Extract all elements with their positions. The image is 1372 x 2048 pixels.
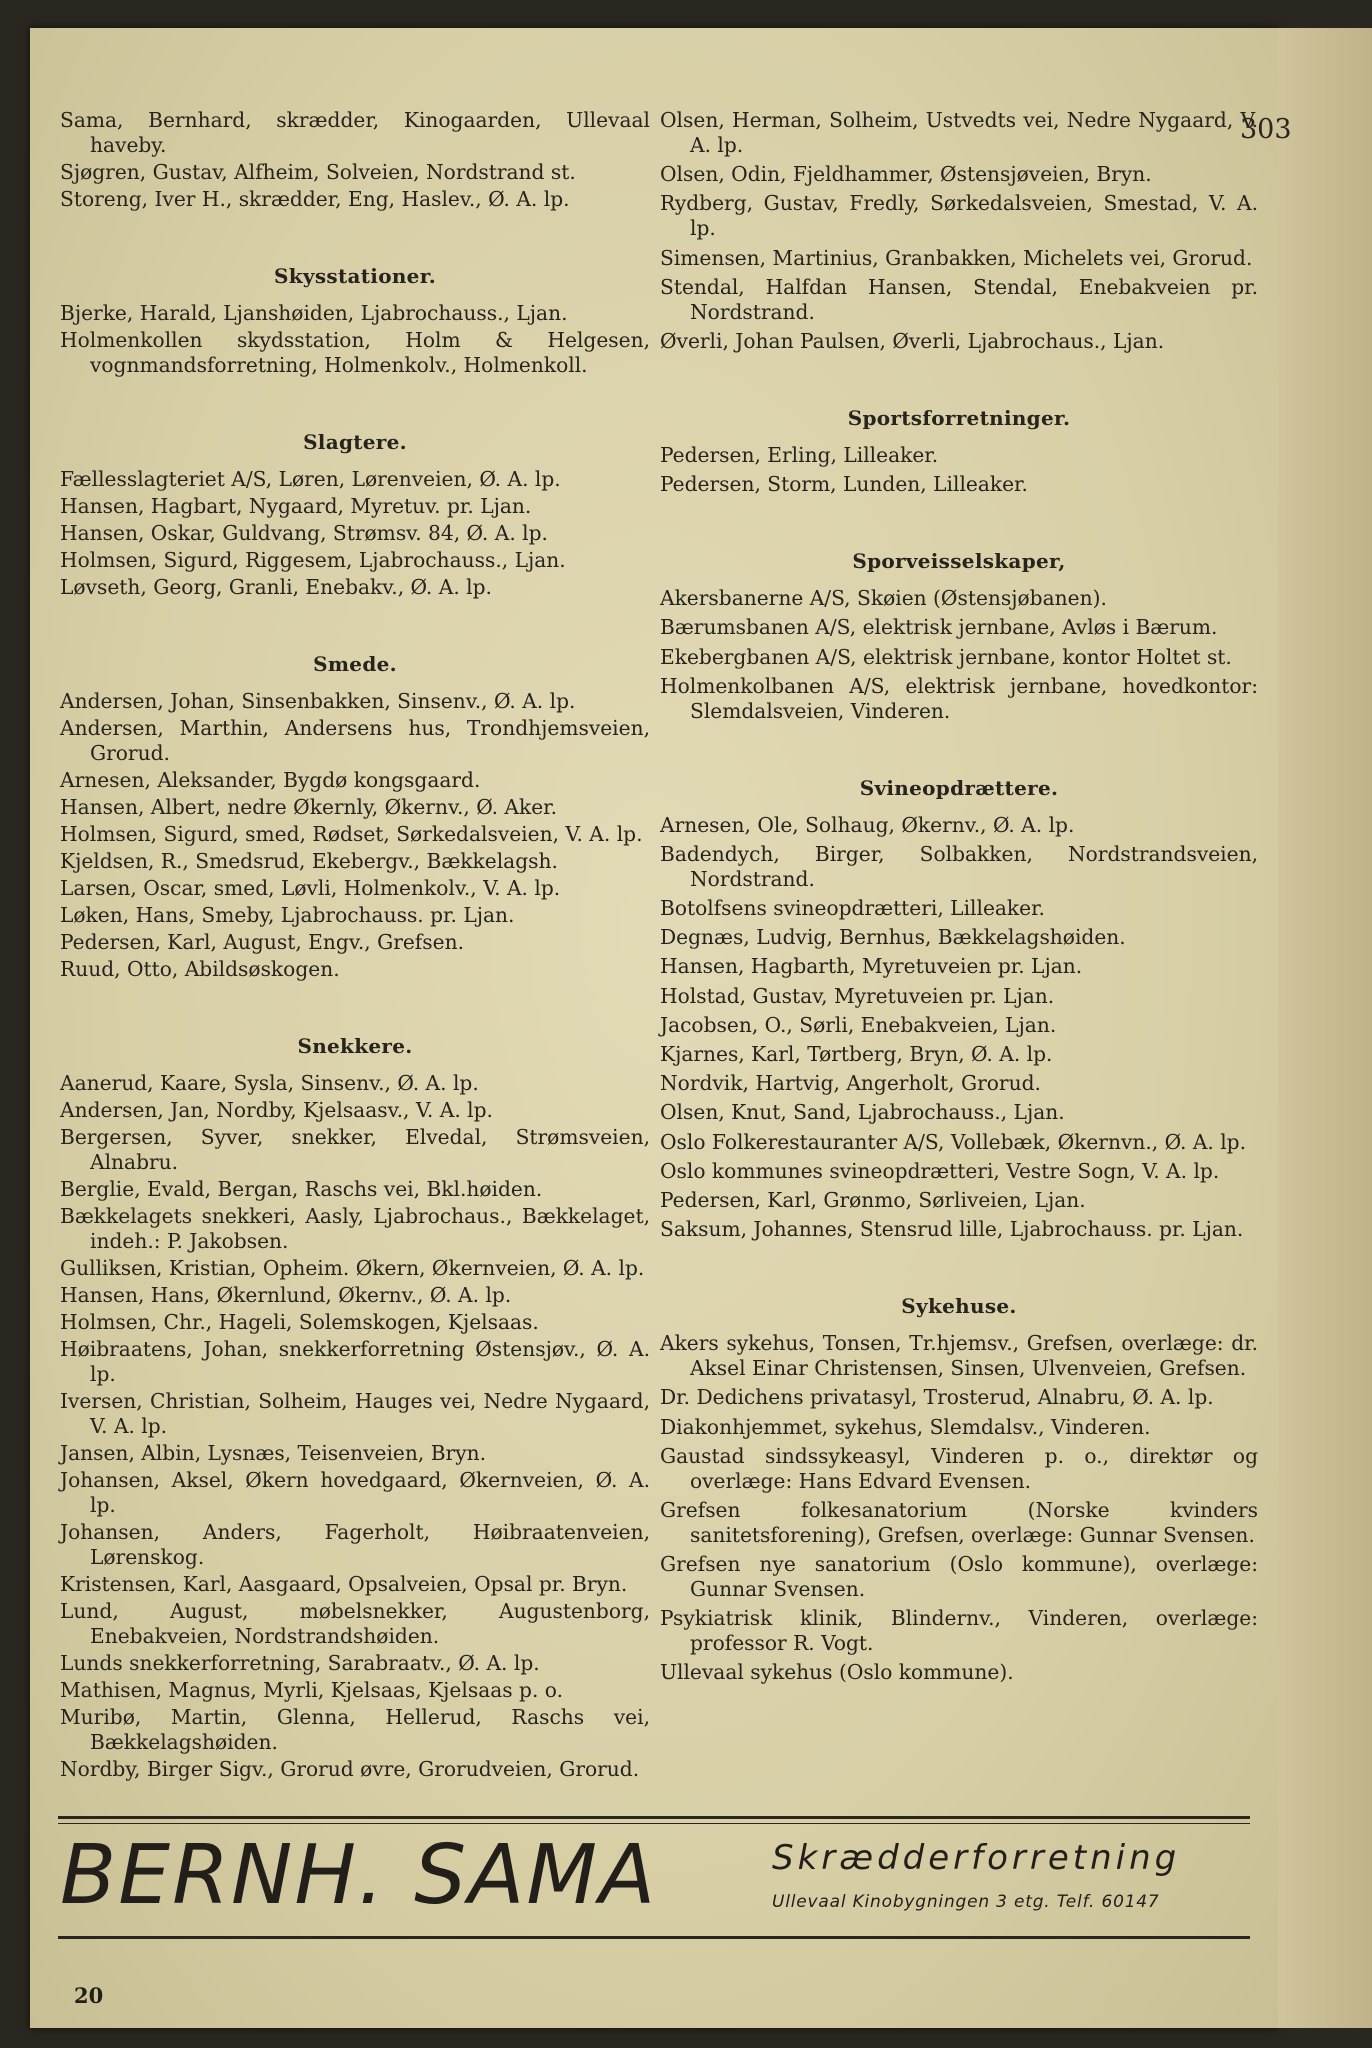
list-item: Kjarnes, Karl, Tørtberg, Bryn, Ø. A. lp. [660,1042,1053,1066]
list-item: Nordby, Birger Sigv., Grorud øvre, Grorudveien, Grorud. [60,1757,640,1781]
list-item: Bærumsbanen A/S, elektrisk jernbane, Avløs i Bærum. [660,615,1218,640]
page-edge [1278,28,1372,2028]
list-item: Iversen, Christian, Solheim, Hauges vei, Nedre Nygaard, V. A. lp. [60,1389,650,1438]
list-item: Psykiatrisk klinik, Blindernv., Vinderen, overlæge: professor R. Vogt. [660,1606,1258,1656]
list-item: Holmsen, Sigurd, smed, Rødset, Sørkedalsveien, V. A. lp. [60,822,643,846]
list-item: Bjerke, Harald, Ljanshøiden, Ljabrochauss., Ljan. [60,301,568,325]
list-item: Dr. Dedichens privatasyl, Trosterud, Alnabru, Ø. A. lp. [660,1385,1214,1410]
list-item: Saksum, Johannes, Stensrud lille, Ljabrochauss. pr. Ljan. [660,1217,1244,1242]
list-item: Akersbanerne A/S, Skøien (Østensjøbanen). [660,586,1107,611]
list-item: Degnæs, Ludvig, Bernhus, Bækkelagshøiden. [660,925,1126,950]
list-item: Larsen, Oscar, smed, Løvli, Holmenkolv., V. A. lp. [60,876,561,900]
list-item: Jacobsen, O., Sørli, Enebakveien, Ljan. [660,1012,1057,1037]
list-item: Sama, Bernhard, skrædder, Kinogaarden, Ullevaal haveby. [60,108,650,157]
list-item: Holmsen, Chr., Hageli, Solemskogen, Kjelsaas. [60,1310,539,1334]
list-item: Holstad, Gustav, Myretuveien pr. Ljan. [660,983,1055,1008]
section-heading-sykehuse: Sykehuse. [901,1294,1017,1319]
list-item: Muribø, Martin, Glenna, Hellerud, Raschs vei, Bækkelagshøiden. [60,1705,650,1754]
list-item: Gaustad sindssykeasyl, Vinderen p. o., direktør og overlæge: Hans Edvard Evensen. [660,1443,1258,1493]
list-item: Holmenkollen skydsstation, Holm & Helgesen, vognmandsforretning, Holmenkolv., Holmenkoll. [60,328,650,377]
list-item: Andersen, Marthin, Andersens hus, Trondhjemsveien, Grorud. [60,716,650,765]
list-item: Botolfsens svineopdrætteri, Lilleaker. [660,896,1045,921]
left-intro-list [60,108,650,212]
list-item: Arnesen, Ole, Solhaug, Økernv., Ø. A. lp. [660,812,1075,837]
list-item: Aanerud, Kaare, Sysla, Sinsenv., Ø. A. lp. [60,1071,479,1095]
list-item: Akers sykehus, Tonsen, Tr.hjemsv., Grefsen, overlæge: dr. Aksel Einar Christensen, Sinsen, Ulvenveien, Grefsen. [660,1331,1258,1381]
list-item: Pedersen, Karl, August, Engv., Grefsen. [60,930,464,954]
list-item: Pedersen, Karl, Grønmo, Sørliveien, Ljan. [660,1187,1086,1212]
section-heading-smede: Smede. [313,652,397,676]
list-item: Ullevaal sykehus (Oslo kommune). [660,1660,1014,1685]
list-item: Jansen, Albin, Lysnæs, Teisenveien, Bryn. [60,1441,487,1465]
left-column [60,108,650,1784]
list-item: Stendal, Halfdan Hansen, Stendal, Enebakveien pr. Nordstrand. [660,274,1258,324]
list-item: Olsen, Odin, Fjeldhammer, Østensjøveien, Bryn. [660,162,1152,187]
list-item: Olsen, Knut, Sand, Ljabrochauss., Ljan. [660,1100,1065,1125]
list-item: Arnesen, Aleksander, Bygdø kongsgaard. [60,768,481,792]
list-item: Andersen, Jan, Nordby, Kjelsaasv., V. A. lp. [60,1098,493,1122]
list-item: Hansen, Albert, nedre Økernly, Økernv., Ø. Aker. [60,795,558,819]
list-item: Storeng, Iver H., skrædder, Eng, Haslev., Ø. A. lp. [60,187,570,211]
list-item: Bergersen, Syver, snekker, Elvedal, Strømsveien, Alnabru. [60,1125,650,1174]
ad-rule-top-thin [58,1823,1250,1824]
list-item: Simensen, Martinius, Granbakken, Michelets vei, Grorud. [660,245,1253,270]
page-number: 303 [1240,114,1292,145]
list-item: Gulliksen, Kristian, Opheim. Økern, Økernveien, Ø. A. lp. [60,1256,645,1280]
list-item: Andersen, Johan, Sinsenbakken, Sinsenv., Ø. A. lp. [60,689,576,713]
list-item: Olsen, Herman, Solheim, Ustvedts vei, Nedre Nygaard, V. A. lp. [660,108,1258,157]
list-item: Hansen, Hagbarth, Myretuveien pr. Ljan. [660,954,1083,979]
list-item: Hansen, Hans, Økernlund, Økernv., Ø. A. lp. [60,1283,512,1307]
list-item: Diakonhjemmet, sykehus, Slemdalsv., Vinderen. [660,1414,1151,1439]
section-heading-svineopdraettere: Svineopdrættere. [859,775,1059,800]
list-item: Hansen, Oskar, Guldvang, Strømsv. 84, Ø. A. lp. [60,521,548,545]
list-item: Berglie, Evald, Bergan, Raschs vei, Bkl.høiden. [60,1177,543,1201]
list-item: Pedersen, Erling, Lilleaker. [660,442,939,467]
list-item: Grefsen nye sanatorium (Oslo kommune), overlæge: Gunnar Svensen. [660,1552,1258,1602]
list-item: Holmsen, Sigurd, Riggesem, Ljabrochauss., Ljan. [60,548,566,572]
list-item: Oslo kommunes svineopdrætteri, Vestre Sogn, V. A. lp. [660,1158,1220,1183]
advertisement-name: BERNH. SAMA [60,1828,658,1923]
list-item: Mathisen, Magnus, Myrli, Kjelsaas, Kjelsaas p. o. [60,1678,564,1702]
list-item: Johansen, Anders, Fagerholt, Høibraatenveien, Lørenskog. [60,1520,650,1569]
section-heading-skysstationer: Skysstationer. [274,264,436,288]
section-heading-snekkere: Snekkere. [297,1034,413,1058]
list-item: Hansen, Hagbart, Nygaard, Myretuv. pr. Ljan. [60,494,532,518]
list-item: Lund, August, møbelsnekker, Augustenborg, Enebakveien, Nordstrandshøiden. [60,1599,650,1648]
list-item: Sjøgren, Gustav, Alfheim, Solveien, Nordstrand st. [60,160,576,184]
list-item: Bækkelagets snekkeri, Aasly, Ljabrochaus., Bækkelaget, indeh.: P. Jakobsen. [60,1204,650,1253]
list-item: Rydberg, Gustav, Fredly, Sørkedalsveien, Smestad, V. A. lp. [660,191,1258,241]
directory-page [30,28,1278,2028]
list-item: Løvseth, Georg, Granli, Enebakv., Ø. A. lp. [60,575,492,599]
section-heading-slagtere: Slagtere. [303,430,407,454]
list-item: Fællesslagteriet A/S, Løren, Lørenveien, Ø. A. lp. [60,467,561,491]
right-column [660,108,1258,1690]
list-item: Oslo Folkerestauranter A/S, Vollebæk, Økernvn., Ø. A. lp. [660,1129,1247,1154]
ad-rule-top [58,1816,1250,1819]
list-item: Løken, Hans, Smeby, Ljabrochauss. pr. Ljan. [60,903,515,927]
list-item: Øverli, Johan Paulsen, Øverli, Ljabrochaus., Ljan. [660,328,1165,353]
advertisement-address: Ullevaal Kinobygningen 3 etg. Telf. 60147 [772,1892,1160,1912]
list-item: Grefsen folkesanatorium (Norske kvinders sanitetsforening), Grefsen, overlæge: Gunnar Svensen. [660,1497,1258,1547]
list-item: Ekebergbanen A/S, elektrisk jernbane, kontor Holtet st. [660,644,1232,669]
list-item: Holmenkolbanen A/S, elektrisk jernbane, hovedkontor: Slemdalsveien, Vinderen. [660,673,1258,723]
ad-rule-bottom [58,1936,1250,1939]
list-item: Kjeldsen, R., Smedsrud, Ekebergv., Bækkelagsh. [60,849,558,873]
advertisement-business: Skrædderforretning [772,1838,1181,1878]
list-item: Badendych, Birger, Solbakken, Nordstrandsveien, Nordstrand. [660,841,1258,891]
footer-page-number: 20 [74,1983,104,2008]
list-item: Nordvik, Hartvig, Angerholt, Grorud. [660,1071,1041,1096]
list-item: Pedersen, Storm, Lunden, Lilleaker. [660,472,1028,497]
section-heading-sportsforretninger: Sportsforretninger. [847,405,1071,430]
list-item: Johansen, Aksel, Økern hovedgaard, Økernveien, Ø. A. lp. [60,1468,650,1517]
section-heading-sporveisselskaper: Sporveisselskaper, [852,549,1066,574]
list-item: Høibraatens, Johan, snekkerforretning Østensjøv., Ø. A. lp. [60,1337,650,1386]
list-item: Kristensen, Karl, Aasgaard, Opsalveien, Opsal pr. Bryn. [60,1572,628,1596]
list-item: Ruud, Otto, Abildsøskogen. [60,957,340,981]
list-item: Lunds snekkerforretning, Sarabraatv., Ø. A. lp. [60,1651,540,1675]
